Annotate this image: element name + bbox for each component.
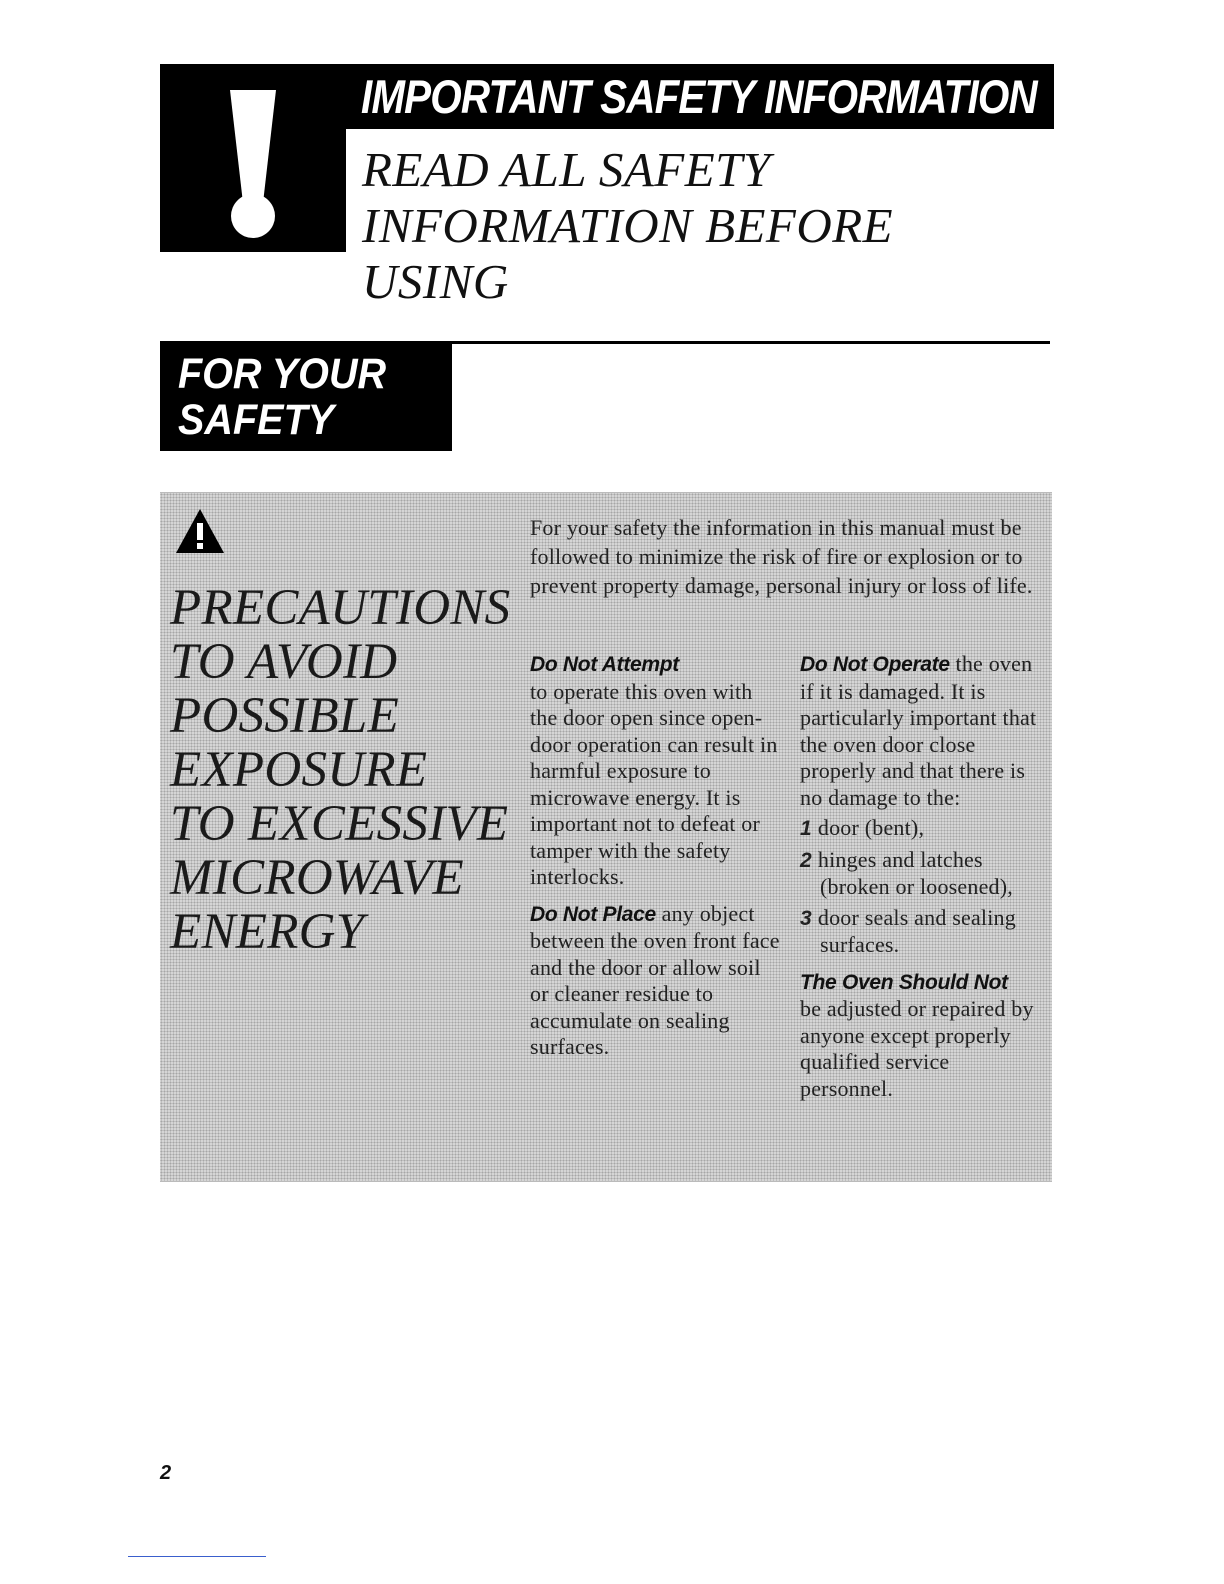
heading-line: ENERGY bbox=[170, 904, 365, 960]
section-header bbox=[160, 341, 452, 451]
page-number: 2 bbox=[160, 1462, 172, 1484]
list-number: 2 bbox=[800, 848, 812, 872]
heading-line: POSSIBLE bbox=[170, 688, 400, 744]
heading-line: MICROWAVE bbox=[170, 850, 465, 906]
oven-should-not-paragraph bbox=[800, 969, 1045, 1103]
section-divider bbox=[452, 341, 1050, 344]
oven-should-not-text: be adjusted or repaired by anyone except properly qualified service personnel. bbox=[800, 996, 1034, 1101]
list-continuation: surfaces. bbox=[820, 932, 900, 957]
list-number: 1 bbox=[800, 817, 812, 840]
right-column bbox=[800, 651, 1045, 1102]
left-column bbox=[530, 651, 780, 1061]
list-continuation: (broken or loosened), bbox=[820, 874, 1013, 899]
list-item bbox=[800, 905, 1045, 959]
warning-triangle-icon bbox=[174, 507, 226, 555]
list-item bbox=[800, 847, 1045, 901]
precautions-heading bbox=[170, 581, 510, 959]
title-divider bbox=[344, 129, 346, 252]
do-not-operate-lead: Do Not Operate bbox=[800, 653, 950, 676]
list-item bbox=[800, 815, 1045, 843]
do-not-attempt-paragraph bbox=[530, 651, 780, 891]
do-not-attempt-lead: Do Not Attempt bbox=[530, 653, 679, 676]
heading-line: PRECAUTIONS bbox=[170, 580, 511, 636]
list-text: door seals and sealing bbox=[817, 904, 1016, 930]
do-not-place-paragraph bbox=[530, 901, 780, 1061]
do-not-operate-paragraph bbox=[800, 651, 1045, 811]
list-number: 3 bbox=[800, 906, 812, 930]
list-text: door (bent), bbox=[817, 815, 925, 840]
heading-line: TO AVOID bbox=[170, 634, 398, 690]
oven-should-not-lead: The Oven Should Not bbox=[800, 970, 1008, 994]
footer-divider bbox=[128, 1556, 266, 1557]
do-not-place-text: any object between the oven front face and the door or allow soil or cleaner residue to accumulate on sealing surfaces. bbox=[530, 900, 780, 1059]
heading-line: TO EXCESSIVE bbox=[170, 796, 509, 852]
title-bar bbox=[344, 64, 1054, 129]
do-not-place-lead: Do Not Place bbox=[530, 902, 656, 926]
page-subtitle bbox=[362, 142, 1052, 310]
heading-line: EXPOSURE bbox=[170, 742, 428, 798]
intro-paragraph: For your safety the information in this manual must be followed to minimize the risk of fire or explosion or to prevent property damage, personal injury or loss of life. bbox=[530, 515, 1033, 598]
alert-block bbox=[160, 64, 344, 252]
section-title bbox=[178, 351, 436, 443]
section-title-line: SAFETY bbox=[178, 396, 335, 444]
page-title: IMPORTANT SAFETY INFORMATION bbox=[361, 70, 1037, 123]
list-text: hinges and latches bbox=[817, 846, 983, 872]
subtitle-line: READ ALL SAFETY bbox=[362, 142, 771, 197]
section-title-line: FOR YOUR bbox=[178, 350, 387, 398]
precautions-panel bbox=[160, 492, 1052, 1182]
do-not-operate-text: the oven if it is damaged. It is particularly important that the oven door close properly and that there is no damage to the: bbox=[800, 651, 1037, 810]
do-not-attempt-text: to operate this oven with the door open since open-door operation can result in harmful exposure to microwave energy. It is important not to defeat or tamper with the safety interlocks. bbox=[530, 678, 778, 889]
subtitle-line: INFORMATION BEFORE USING bbox=[362, 198, 894, 309]
